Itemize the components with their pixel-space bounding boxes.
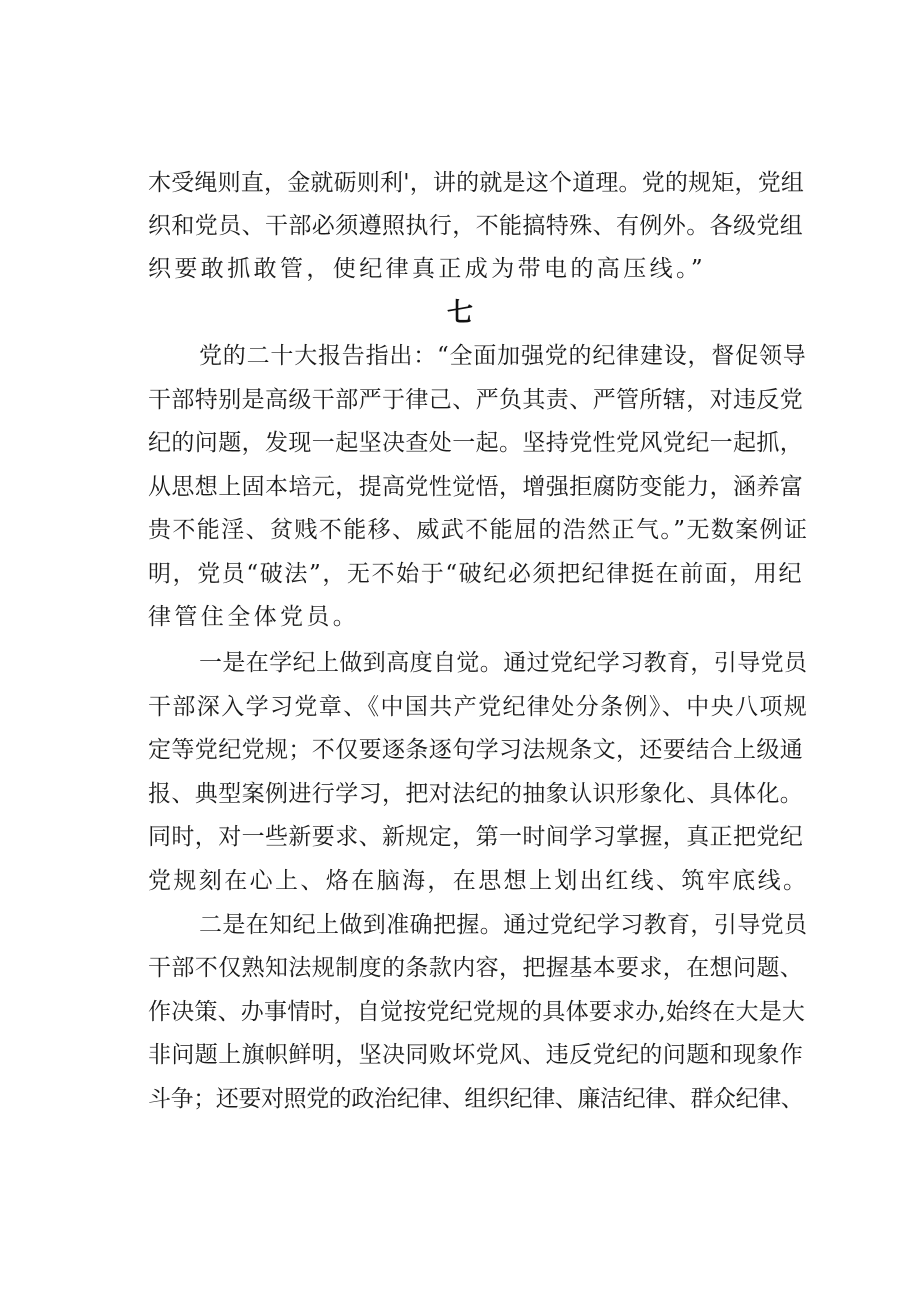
paragraph-line: 贵不能淫、贫贱不能移、威武不能屈的浩然正气。”无数案例证 [148,517,809,543]
paragraph-line: 党的二十大报告指出：“全面加强党的纪律建设，督促领导 [199,343,807,369]
paragraph-line: 党规刻在心上、烙在脑海，在思想上划出红线、筑牢底线。 [148,868,809,894]
paragraph-line: 织和党员、干部必须遵照执行，不能搞特殊、有例外。各级党组 [148,213,804,239]
paragraph-line: 律管住全体党员。 [148,604,360,630]
paragraph-line: 斗争；还要对照党的政治纪律、组织纪律、廉洁纪律、群众纪律、 [148,1086,804,1112]
paragraph-line: 非问题上旗帜鲜明，坚决同败坏党风、违反党纪的问题和现象作 [148,1042,804,1068]
paragraph-line: 作决策、办事情时，自觉按党纪党规的具体要求办,始终在大是大 [148,999,806,1025]
paragraph-line: 二是在知纪上做到准确把握。通过党纪学习教育，引导党员 [199,912,808,938]
paragraph-line: 同时，对一些新要求、新规定，第一时间学习掌握，真正把党纪 [148,824,804,850]
paragraph-line: 报、典型案例进行学习，把对法纪的抽象认识形象化、具体化。 [148,781,804,807]
paragraph-line: 定等党纪党规；不仅要逐条逐句学习法规条文，还要结合上级通 [148,737,804,763]
paragraph-line: 织要敢抓敢管，使纪律真正成为带电的高压线。” [148,256,707,282]
paragraph-line: 从思想上固本培元，提高党性觉悟，增强拒腐防变能力，涵养富 [148,474,804,500]
paragraph-line: 干部不仅熟知法规制度的条款内容，把握基本要求，在想问题、 [148,955,804,981]
paragraph-line: 纪的问题，发现一起坚决查处一起。坚持党性党风党纪一起抓， [148,430,804,456]
paragraph-line: 干部特别是高级干部严于律己、严负其责、严管所辖，对违反党 [148,387,804,413]
paragraph-line: 干部深入学习党章、《中国共产党纪律处分条例》、中央八项规 [148,694,809,720]
paragraph-line: 木受绳则直，金就砺则利'，讲的就是这个道理。党的规矩，党组 [148,170,805,196]
section-heading: 七 [446,298,473,328]
paragraph-line: 一是在学纪上做到高度自觉。通过党纪学习教育，引导党员 [199,650,808,676]
paragraph-line: 明，党员“破法”，无不始于“破纪必须把纪律挺在前面，用纪 [148,561,804,587]
